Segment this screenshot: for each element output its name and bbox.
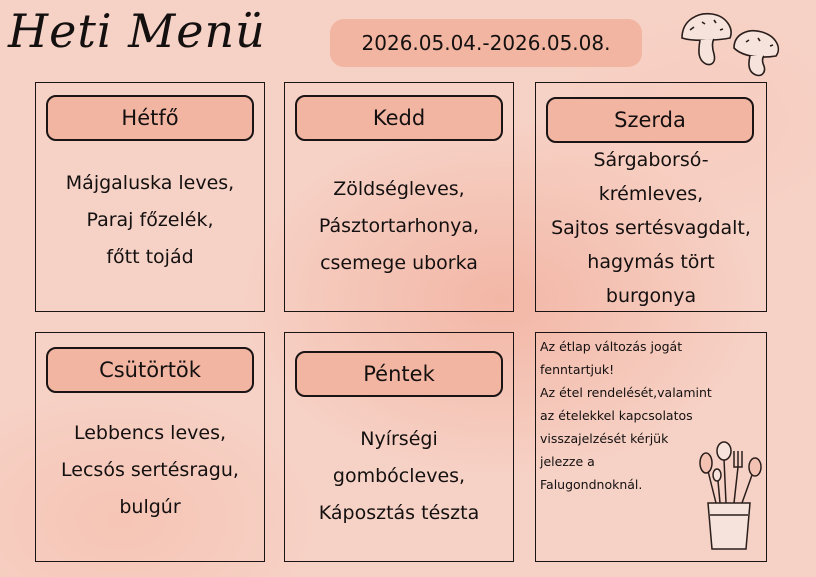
dish-line: gombócleves, (332, 465, 466, 487)
dish-line: krémleves, (598, 183, 704, 205)
notice-line: Az étlap változás jogát (540, 339, 683, 354)
dish-line: Sárgaborsó- (593, 149, 709, 171)
day-label: Csütörtök (46, 347, 254, 393)
dish-line: Lebbencs leves, (73, 422, 227, 444)
dish-line: hagymás tört (587, 251, 715, 273)
notice-line: az ételekkel kapcsolatos (540, 408, 693, 423)
notice-line: fenntartjuk! (540, 362, 615, 377)
day-label: Hétfő (46, 95, 254, 141)
dish-line: Pásztortarhonya, (318, 215, 480, 237)
utensil-jar-icon (694, 441, 764, 553)
menu-dishes (285, 171, 513, 282)
notice-line: Az étel rendelését,valamint (540, 385, 712, 400)
day-card-friday (284, 332, 514, 562)
page-title: Heti Menü (8, 4, 266, 58)
mushrooms-icon (676, 8, 790, 80)
dish-line: Májgaluska leves, (65, 172, 235, 194)
day-label: Kedd (295, 95, 503, 141)
notice-line: jelezze a (540, 454, 595, 469)
dish-line: burgonya (605, 285, 697, 307)
dish-line: Nyírségi (360, 428, 438, 450)
notice-line: Falugondnoknál. (540, 477, 643, 492)
dish-line: Lecsós sertésragu, (61, 459, 239, 481)
day-card-wednesday (535, 82, 767, 312)
menu-dishes (285, 421, 513, 532)
day-label: Péntek (295, 351, 503, 397)
day-label: Szerda (546, 97, 754, 143)
day-card-tuesday (284, 82, 514, 312)
day-card-thursday (35, 332, 265, 562)
menu-dishes (36, 415, 264, 526)
date-range: 2026.05.04.-2026.05.08. (330, 19, 642, 67)
notice-line: visszajelzését kérjük (540, 431, 669, 446)
dish-line: Paraj főzelék, (86, 209, 214, 231)
dish-line: csemege uborka (320, 252, 478, 274)
day-card-monday (35, 82, 265, 312)
dish-line: Zöldségleves, (333, 178, 465, 200)
menu-dishes (536, 143, 766, 313)
dish-line: főtt tojád (106, 246, 194, 268)
dish-line: bulgúr (119, 496, 181, 518)
dish-line: Sajtos sertésvagdalt, (551, 217, 751, 239)
notice-card (535, 332, 767, 562)
dish-line: Káposztás tészta (318, 502, 480, 524)
menu-dishes (36, 165, 264, 276)
